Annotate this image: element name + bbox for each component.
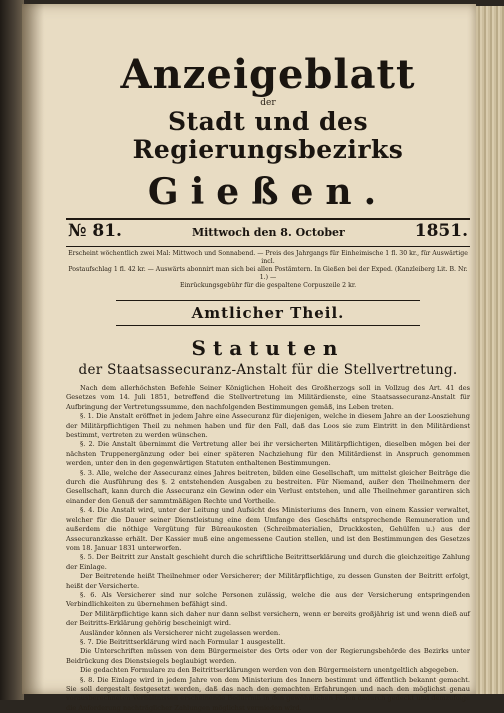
masthead-subtitle: Stadt und des Regierungsbezirks [132, 107, 404, 164]
article-paragraph: Ausländer können als Versicherer nicht zugelassen werden. [80, 628, 281, 637]
subscription-notice [66, 250, 470, 290]
issue-date: Mittwoch den 8. October [191, 226, 345, 239]
article-title: Statuten [191, 336, 345, 360]
issue-number: № 81. [68, 221, 122, 241]
article-paragraph: §. 7. Die Beitrittserklärung wird nach Formular 1 ausgestellt. [80, 637, 286, 646]
spine-shadow [22, 4, 44, 694]
notice-line: Postaufschlag 1 fl. 42 kr. — Auswärts abonnirt man sich bei allen Postämtern. In Gießen bei der Exped. (Kanzleiberg Lit. B. Nr. 1.) — [68, 266, 468, 281]
notice-line: Erscheint wöchentlich zwei Mal: Mittwoch und Sonnabend. — Preis des Jahrgangs für Einheimische 1 fl. 30 kr., für Auswärtige incl. [68, 250, 468, 265]
article-paragraph: §. 3. Alle, welche der Assecuranz eines Jahres beitreten, bilden eine Gesellschaft, um mittelst gleicher Beiträge die durch die Ausführung des §. 2 entstehenden Ausgaben zu bestreiten. Für Niemand, außer den Theilnehmern der Gesellschaft, kann durch die Assecuranz ein Gewinn oder ein Verlust entstehen, und alle Theilnehmer garantiren sich einander den Genuß der sammtmäßigen Rechte und Vortheile. [66, 468, 470, 505]
article-paragraph: §. 4. Die Anstalt wird, unter der Leitung und Aufsicht des Ministeriums des Innern, von einem Kassier verwaltet, welcher für die Dauer seiner Dienstleistung eine dem Umfange des Geschäfts entsprechende Remuneration und außerdem die nöthige Vergütung für Büreaukosten (Schreibmaterialien, Druckkosten, Gehülfen u.) aus der Assecuranzkasse erhält. Der Kassier muß eine angemessene Caution stellen, und ist den Bestimmungen des Gesetzes vom 18. Januar 1831 unterworfen. [66, 506, 470, 552]
page-content [66, 4, 470, 713]
dateline [66, 220, 470, 244]
article-paragraph: Nach dem allerhöchsten Befehle Seiner Königlichen Hoheit des Großherzogs soll in Vollzug des Art. 41 des Gesetzes vom 14. Juli 1851, betreffend die Stellvertretung im Militärdienste, eine Staatsassecuranz-Anstalt für Aufbringung der Vertretungssumme, den nachfolgenden Bestimmungen gemäß, ins Leben treten. [66, 384, 470, 411]
article-paragraph: Der Beitretende heißt Theilnehmer oder Versicherer; der Militärpflichtige, zu dessen Gunsten der Beitritt erfolgt, heißt der Versicherte. [66, 572, 470, 590]
page-stack-edge [476, 6, 504, 694]
newspaper-page [22, 4, 476, 712]
dateline-rule [66, 246, 470, 247]
article-paragraph: §. 8. Die Einlage wird in jedem Jahre von dem Ministerium des Innern bestimmt und öffentlich bekannt gemacht. Sie soll dergestalt festgesetzt werden, daß das nach den gemachten Erfahrungen und nach den möglichst genau vorausberechneten Verhältnissen erscheinende Bedürfniß in den gewöhnlichen Fällen dadurch gedeckt und demzufolge die Anforderung nachträglicher Zahlungen möglichst vermieden wird. [66, 675, 470, 712]
article-subtitle: der Staatsassecuranz-Anstalt für die Stellvertretung. [78, 362, 458, 378]
notice-line: Einrückungsgebühr für die gespaltene Corpuszeile 2 kr. [179, 282, 357, 289]
article-body [66, 384, 470, 713]
masthead-city: Gießen. [147, 171, 389, 213]
article-paragraph: §. 6. Als Versicherer sind nur solche Personen zulässig, welche die aus der Versicherung entspringenden Verbindlichkeiten zu übernehmen befähigt sind. [66, 590, 470, 609]
masthead [66, 51, 470, 213]
article-paragraph: §. 2. Die Anstalt übernimmt die Vertretung aller bei ihr versicherten Militärpflichtigen, dieselben mögen bei der nächsten Truppenergänzung oder bei einer späteren Nachziehung für den Militärdienst in Anspruch genommen werden, unter den in den gegenwärtigen Statuten enthaltenen Bestimmungen. [66, 440, 470, 468]
article-paragraph: Die Unterschriften müssen von dem Bürgermeister des Orts oder von der Regierungsbehörde des Bezirks unter Beidrückung des Dienstsiegels beglaubigt werden. [66, 647, 470, 665]
masthead-der: der [260, 98, 276, 108]
article-paragraph: Die gedachten Formulare zu den Beitrittserklärungen werden von den Bürgermeistern unentgeltlich abgegeben. [80, 666, 459, 675]
book-cover-edge [0, 0, 24, 700]
article-paragraph: Der Militärpflichtige kann sich daher nur dann selbst versichern, wenn er bereits großjährig ist und wenn dieß auf der Beitritts-Erklärung gehörig bescheinigt wird. [66, 609, 470, 628]
issue-year: 1851. [414, 221, 468, 241]
masthead-title: Anzeigeblatt [120, 51, 416, 98]
article-paragraph: §. 1. Die Anstalt eröffnet in jedem Jahre eine Assecuranz für diejenigen, welche in diesem Jahre an der Loosziehung der Militärpflichtigen Theil zu nehmen haben und für den Fall, daß das Loos sie zum Eintritt in den Militärdienst bestimmt, vertreten zu werden wünschen. [66, 412, 470, 440]
section-heading: Amtlicher Theil. [116, 300, 420, 326]
article-paragraph: §. 5. Der Beitritt zur Anstalt geschieht durch die schriftliche Beitrittserklärung und durch die gleichzeitige Zahlung der Einlage. [66, 553, 470, 571]
